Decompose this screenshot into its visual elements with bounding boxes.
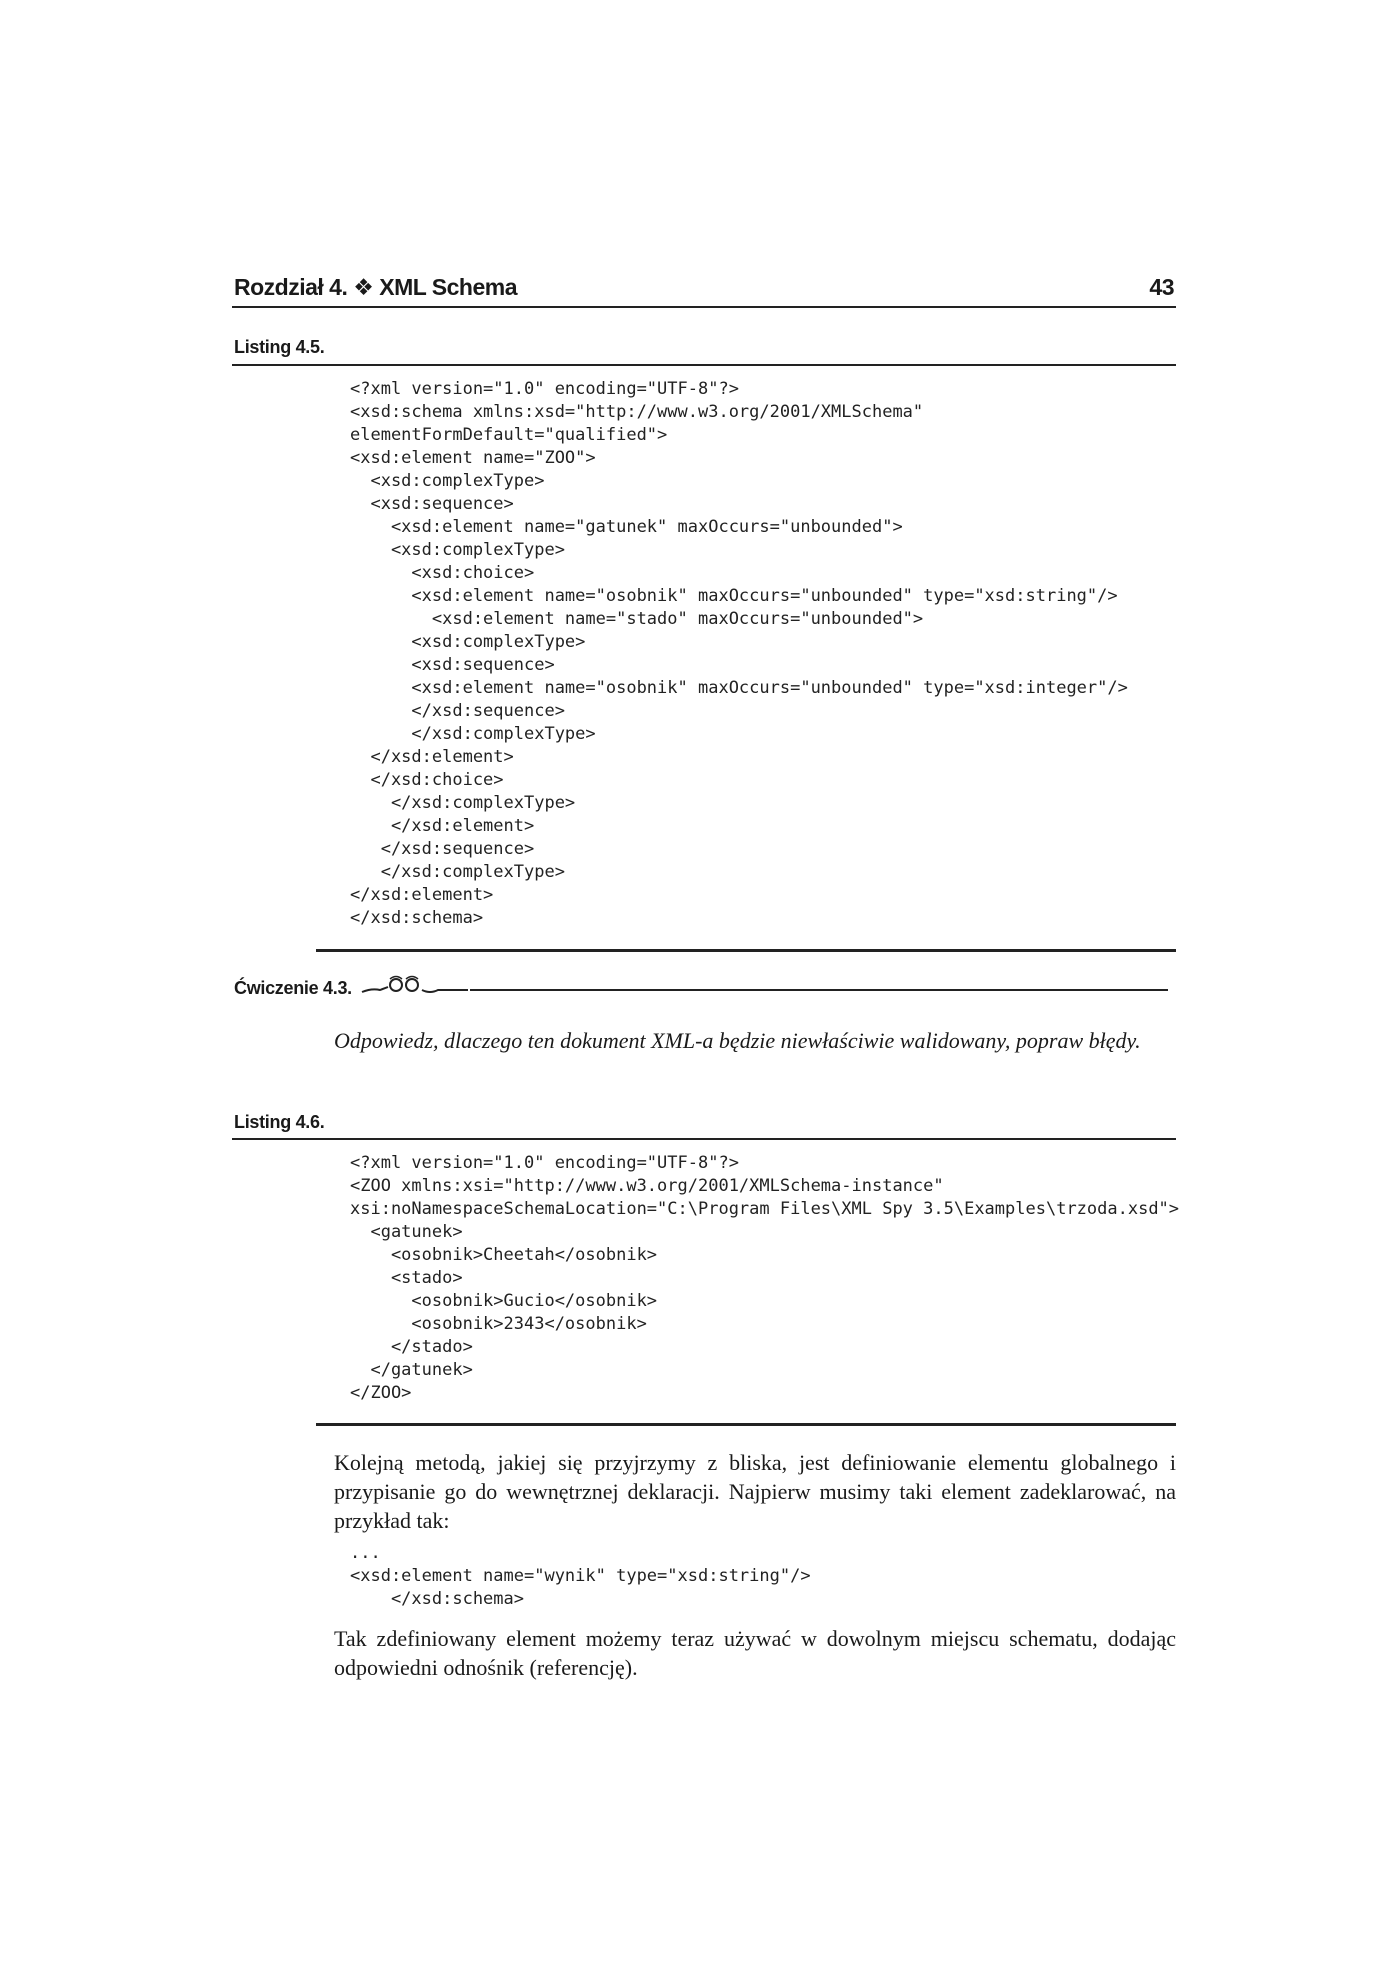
code-line: </xsd:complexType> xyxy=(350,862,565,882)
code-line: </stado> xyxy=(350,1337,473,1357)
code-line: </ZOO> xyxy=(350,1383,412,1403)
code-line: <xsd:element name="osobnik" maxOccurs="unbounded" type="xsd:string"/> xyxy=(350,586,1118,606)
code-line: </xsd:schema> xyxy=(350,1589,524,1609)
listing-4-5-label: Listing 4.5. xyxy=(234,337,325,357)
code-line: </xsd:complexType> xyxy=(350,724,596,744)
code-line: <xsd:element name="stado" maxOccurs="unbounded"> xyxy=(350,609,924,629)
listing-4-5-top-rule xyxy=(232,364,1176,366)
page-number: 43 xyxy=(1149,274,1174,300)
code-line: <osobnik>Cheetah</osobnik> xyxy=(350,1245,658,1265)
exercise-rule xyxy=(470,989,1168,991)
code-line: <xsd:choice> xyxy=(350,563,535,583)
code-line: <xsd:schema xmlns:xsd="http://www.w3.org/2001/XMLSchema" xyxy=(350,402,924,422)
code-line: </xsd:element> xyxy=(350,885,494,905)
code-line: </xsd:complexType> xyxy=(350,793,576,813)
code-line: </xsd:schema> xyxy=(350,908,484,928)
code-line: <?xml version="1.0" encoding="UTF-8"?> xyxy=(350,379,739,399)
code-line: <xsd:element name="wynik" type="xsd:string"/> xyxy=(350,1566,811,1586)
snippet-code xyxy=(350,1542,811,1611)
code-line: </xsd:element> xyxy=(350,747,514,767)
code-line: ... xyxy=(350,1543,381,1563)
code-line: xsi:noNamespaceSchemaLocation="C:\Program Files\XML Spy 3.5\Examples\trzoda.xsd"> xyxy=(350,1199,1180,1219)
code-line: <gatunek> xyxy=(350,1222,463,1242)
listing-4-6-code xyxy=(350,1152,1179,1405)
body-paragraph-2: Tak zdefiniowany element możemy teraz używać w dowolnym miejscu schematu, dodając odpowiedni odnośnik (referencję). xyxy=(334,1626,1176,1680)
code-line: </xsd:sequence> xyxy=(350,839,535,859)
exercise-text: Odpowiedz, dlaczego ten dokument XML-a będzie niewłaściwie walidowany, popraw błędy. xyxy=(334,1028,1141,1053)
code-line: </xsd:sequence> xyxy=(350,701,565,721)
listing-4-6-label: Listing 4.6. xyxy=(234,1112,325,1132)
code-line: <xsd:element name="gatunek" maxOccurs="unbounded"> xyxy=(350,517,903,537)
code-line: <xsd:sequence> xyxy=(350,655,555,675)
code-line: elementFormDefault="qualified"> xyxy=(350,425,668,445)
code-line: <osobnik>Gucio</osobnik> xyxy=(350,1291,658,1311)
code-line: </gatunek> xyxy=(350,1360,473,1380)
code-line: <xsd:complexType> xyxy=(350,632,586,652)
listing-4-5-bottom-rule xyxy=(316,949,1176,952)
code-line: <xsd:complexType> xyxy=(350,471,545,491)
code-line: <stado> xyxy=(350,1268,463,1288)
code-line: <?xml version="1.0" encoding="UTF-8"?> xyxy=(350,1153,739,1173)
code-line: <osobnik>2343</osobnik> xyxy=(350,1314,647,1334)
code-line: <ZOO xmlns:xsi="http://www.w3.org/2001/XMLSchema-instance" xyxy=(350,1176,944,1196)
code-line: <xsd:sequence> xyxy=(350,494,514,514)
listing-4-6-bottom-rule xyxy=(316,1423,1176,1426)
chapter-title: Rozdział 4. ❖ XML Schema xyxy=(234,274,517,300)
body-paragraph-1: Kolejną metodą, jakiej się przyjrzymy z bliska, jest definiowanie elementu globalnego i przypisanie go do wewnętrznej deklaracji. Najpierw musimy taki element zadeklarować, na przykład tak: xyxy=(334,1450,1176,1533)
running-header xyxy=(232,272,1176,308)
listing-4-5-code xyxy=(350,378,1128,930)
exercise-ornament-icon xyxy=(360,972,470,998)
code-line: </xsd:element> xyxy=(350,816,535,836)
listing-4-6-top-rule xyxy=(232,1138,1176,1140)
code-line: </xsd:choice> xyxy=(350,770,504,790)
code-line: <xsd:element name="osobnik" maxOccurs="unbounded" type="xsd:integer"/> xyxy=(350,678,1128,698)
code-line: <xsd:element name="ZOO"> xyxy=(350,448,596,468)
code-line: <xsd:complexType> xyxy=(350,540,565,560)
exercise-label: Ćwiczenie 4.3. xyxy=(234,978,352,998)
